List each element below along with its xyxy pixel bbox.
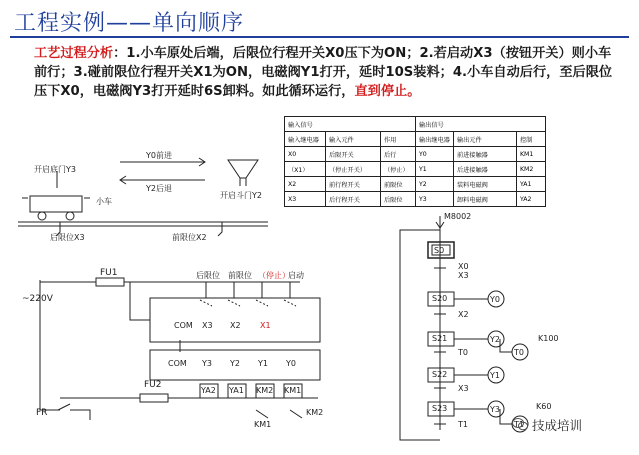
step-s0-label: S0 <box>434 246 445 255</box>
rear-limit-switch-label: 后限位 <box>196 271 220 280</box>
io-cell: 后行程开关 <box>326 192 381 207</box>
start-switch-label: 启动 <box>288 271 304 280</box>
coil-ya2-label: YA2 <box>201 386 216 395</box>
transition-2-label: X2 <box>458 310 469 319</box>
transition-4-label: X3 <box>458 384 469 393</box>
io-cell: Y2 <box>416 177 454 192</box>
io-cell: 前进接触器 <box>453 147 516 162</box>
init-arrow <box>436 216 444 228</box>
transition-3-label: T0 <box>458 348 468 357</box>
io-col: 输出继电器 <box>416 132 454 147</box>
door-y3-label: 开启底门Y3 <box>34 165 76 174</box>
output-y3-label: Y3 <box>202 359 212 368</box>
fu2-fuse-icon <box>140 394 168 402</box>
l-line <box>40 280 300 345</box>
input-com-label: COM <box>174 321 193 330</box>
y0-forward-label: Y0前进 <box>146 151 172 160</box>
input-switches <box>206 282 290 298</box>
output-y2-label: Y2 <box>230 359 240 368</box>
cart-wheel-icon <box>66 212 74 220</box>
voltage-label: ~220V <box>22 294 53 304</box>
fu1-fuse-icon <box>96 278 124 286</box>
io-cell: 后限位 <box>381 192 416 207</box>
action-y2-label: Y2 <box>490 335 500 344</box>
io-cell: X2 <box>285 177 326 192</box>
io-col: 输入继电器 <box>285 132 326 147</box>
rear-limit-label: 后限位X3 <box>50 233 85 242</box>
io-cell: KM1 <box>516 147 545 162</box>
action-y0-label: Y0 <box>490 295 500 304</box>
io-col: 输出元件 <box>453 132 516 147</box>
transition-5-label: T1 <box>458 420 468 429</box>
transition-1-label: X0 X3 <box>458 262 469 280</box>
io-cell: 卸料电磁阀 <box>453 192 516 207</box>
interlock-km1-label: KM1 <box>254 420 272 429</box>
io-col: 输入元件 <box>326 132 381 147</box>
coil-ya1-label: YA1 <box>229 386 244 395</box>
fr-label: FR <box>36 408 48 418</box>
timer-k60-label: K60 <box>536 402 552 411</box>
io-cell: YA1 <box>516 177 545 192</box>
input-switch-contacts <box>200 300 296 306</box>
process-text: ：1.小车原处后端，后限位行程开关X0压下为ON；2.若启动X3（按钮开关）则小车前行；3.碰前限位行程开关X1为ON，电磁阀Y1打开，延时10S装料；4.小车自动后行，至后限位压下X0，电磁阀Y3打开延时6S卸料。如此循环运行， <box>34 46 613 99</box>
action-t1-label: T1 <box>514 420 524 429</box>
interlock-km2-label: KM2 <box>306 408 324 417</box>
process-label: 工艺过程分析 <box>34 46 114 61</box>
output-y0-label: Y0 <box>286 359 296 368</box>
watermark-text: 技成培训 <box>532 418 583 433</box>
input-x3-label: X3 <box>202 321 213 330</box>
n-line <box>40 345 60 410</box>
init-label: M8002 <box>444 212 472 221</box>
io-header-output: 输出信号 <box>416 117 546 132</box>
action-t0-label: T0 <box>514 348 524 357</box>
cart-label: 小车 <box>96 197 112 206</box>
track <box>18 222 268 226</box>
hopper-icon <box>228 160 258 186</box>
input-x1-label: X1 <box>260 321 271 330</box>
fu1-label: FU1 <box>100 268 118 278</box>
wechat-icon <box>512 417 528 431</box>
io-cell: Y1 <box>416 162 454 177</box>
front-limit-switch-icon <box>218 222 222 236</box>
coil-km2-label: KM2 <box>256 386 274 395</box>
fu2-label: FU2 <box>144 380 162 390</box>
action-y3-label: Y3 <box>490 405 500 414</box>
timer-k100-label: K100 <box>538 334 559 343</box>
interlock-contacts <box>256 410 302 418</box>
front-limit-switch-label: 前限位 <box>228 271 252 280</box>
io-cell: （停止） <box>381 162 416 177</box>
io-cell: 前行程开关 <box>326 177 381 192</box>
step-s22-label: S22 <box>432 370 448 379</box>
io-cell: 后行 <box>381 147 416 162</box>
cart-wheel-icon <box>38 212 46 220</box>
io-col: 作用 <box>381 132 416 147</box>
step-s20-label: S20 <box>432 294 448 303</box>
front-limit-label: 前限位X2 <box>172 233 207 242</box>
io-cell: 装料电磁阀 <box>453 177 516 192</box>
io-cell: 前限位 <box>381 177 416 192</box>
io-cell: （停止开关） <box>326 162 381 177</box>
y2-back-label: Y2后退 <box>146 184 172 193</box>
stop-text: 直到停止。 <box>354 84 421 99</box>
io-cell: X0 <box>285 147 326 162</box>
stop-switch-label: （停止） <box>258 271 290 280</box>
page-title: 工程实例——单向顺序 <box>14 11 245 36</box>
plc-input-block <box>150 298 320 342</box>
io-cell: （X1） <box>285 162 326 177</box>
io-cell: Y0 <box>416 147 454 162</box>
action-y1-label: Y1 <box>490 371 500 380</box>
io-cell: 后限开关 <box>326 147 381 162</box>
hopper-y2-label: 开启斗门Y2 <box>220 191 262 200</box>
cart-icon <box>22 196 90 212</box>
fr-contact-icon <box>58 404 90 420</box>
io-cell: Y3 <box>416 192 454 207</box>
step-s23-label: S23 <box>432 404 448 413</box>
io-cell: KM2 <box>516 162 545 177</box>
coil-km1-label: KM1 <box>284 386 302 395</box>
output-y1-label: Y1 <box>258 359 268 368</box>
io-cell: X3 <box>285 192 326 207</box>
io-cell: 后进接触器 <box>453 162 516 177</box>
io-header-input: 输入信号 <box>285 117 416 132</box>
step-s21-label: S21 <box>432 334 448 343</box>
input-x2-label: X2 <box>230 321 241 330</box>
io-col: 控制 <box>516 132 545 147</box>
io-cell: YA2 <box>516 192 545 207</box>
output-com-label: COM <box>168 359 187 368</box>
